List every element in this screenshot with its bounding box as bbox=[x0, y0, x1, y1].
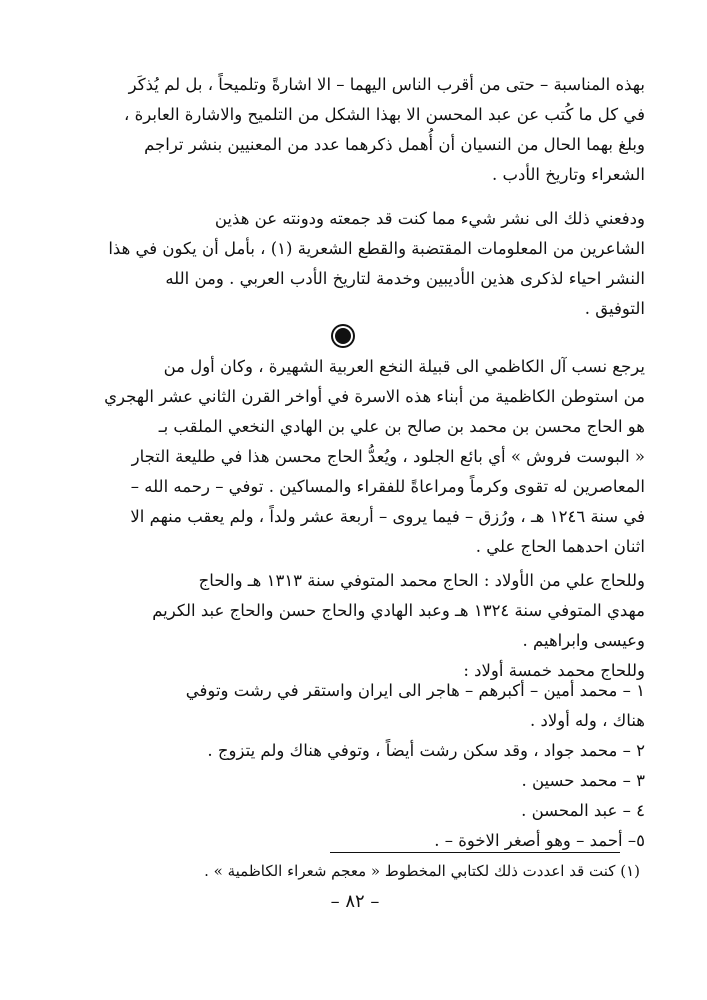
footnote-divider bbox=[330, 852, 620, 853]
text-line: وللحاج محمد خمسة أولاد : bbox=[463, 661, 645, 680]
text-line: بهذه المناسبة – حتى من أقرب الناس اليهما – الا اشارةً وتلميحاً ، بل لم يُذكَر bbox=[128, 75, 645, 94]
list-item: ٤ – عبد المحسن . bbox=[521, 801, 645, 820]
text-line: مهدي المتوفي سنة ١٣٢٤ هـ وعبد الهادي والحاج حسن والحاج عبد الكريم bbox=[152, 601, 645, 620]
text-line: في سنة ١٢٤٦ هـ ، ورُزق – فيما يروى – أربعة عشر ولداً ، ولم يعقب منهم الا bbox=[130, 507, 645, 526]
paragraph-intro bbox=[60, 70, 645, 190]
paragraph-motivation bbox=[60, 204, 645, 324]
list-item: ٢ – محمد جواد ، وقد سكن رشت أيضاً ، وتوفي هناك ولم يتزوج . bbox=[207, 741, 645, 760]
paragraph-lineage bbox=[60, 352, 645, 562]
text-line: الشاعرين من المعلومات المقتضبة والقطع الشعرية (١) ، بأمل أن يكون في هذا bbox=[108, 239, 645, 258]
text-line: التوفيق . bbox=[584, 299, 645, 318]
footnote: (١) كنت قد اعددت ذلك لكتابي المخطوط « معجم شعراء الكاظمية » . bbox=[204, 862, 640, 880]
paragraph-children bbox=[60, 566, 645, 686]
text-line: ودفعني ذلك الى نشر شيء مما كنت قد جمعته ودونته عن هذين bbox=[214, 209, 645, 228]
text-line: وعيسى وابراهيم . bbox=[522, 631, 645, 650]
list-item: هناك ، وله أولاد . bbox=[529, 711, 645, 730]
text-line: النشر احياء لذكرى هذين الأديبين وخدمة لتاريخ الأدب العربي . ومن الله bbox=[165, 269, 645, 288]
page-number: – ٨٢ – bbox=[330, 891, 380, 912]
list-item: ١ – محمد أمين – أكبرهم – هاجر الى ايران واستقر في رشت وتوفي bbox=[185, 681, 645, 700]
text-line: « البوست فروش » أي بائع الجلود ، ويُعدُّ الحاج محسن هذا في طليعة التجار bbox=[131, 447, 645, 466]
text-line: المعاصرين له تقوى وكرماً ومراعاةً للفقراء والمساكين . توفي – رحمه الله – bbox=[130, 477, 645, 496]
text-line: من استوطن الكاظمية من أبناء هذه الاسرة في أواخر القرن الثاني عشر الهجري bbox=[104, 387, 645, 406]
text-line: في كل ما كُتب عن عبد المحسن الا بهذا الشكل من التلميح والاشارة العابرة ، bbox=[124, 105, 645, 124]
text-line: هو الحاج محسن بن محمد بن صالح بن علي بن الهادي النخعي الملقب بـ bbox=[158, 417, 645, 436]
list-item: ٥– أحمد – وهو أصغر الاخوة – . bbox=[434, 831, 645, 850]
text-line: اثنان احدهما الحاج علي . bbox=[475, 537, 645, 556]
text-line: وبلغ بهما الحال من النسيان أن أُهمل ذكرهما عدد من المعنيين بنشر تراجم bbox=[144, 135, 645, 154]
list-item: ٣ – محمد حسين . bbox=[521, 771, 645, 790]
text-line: يرجع نسب آل الكاظمي الى قبيلة النخع العربية الشهيرة ، وكان أول من bbox=[163, 357, 645, 376]
text-line: وللحاج علي من الأولاد : الحاج محمد المتوفي سنة ١٣١٣ هـ والحاج bbox=[198, 571, 645, 590]
text-line: الشعراء وتاريخ الأدب . bbox=[491, 165, 645, 184]
section-ornament bbox=[335, 328, 351, 344]
sons-list bbox=[60, 676, 645, 856]
